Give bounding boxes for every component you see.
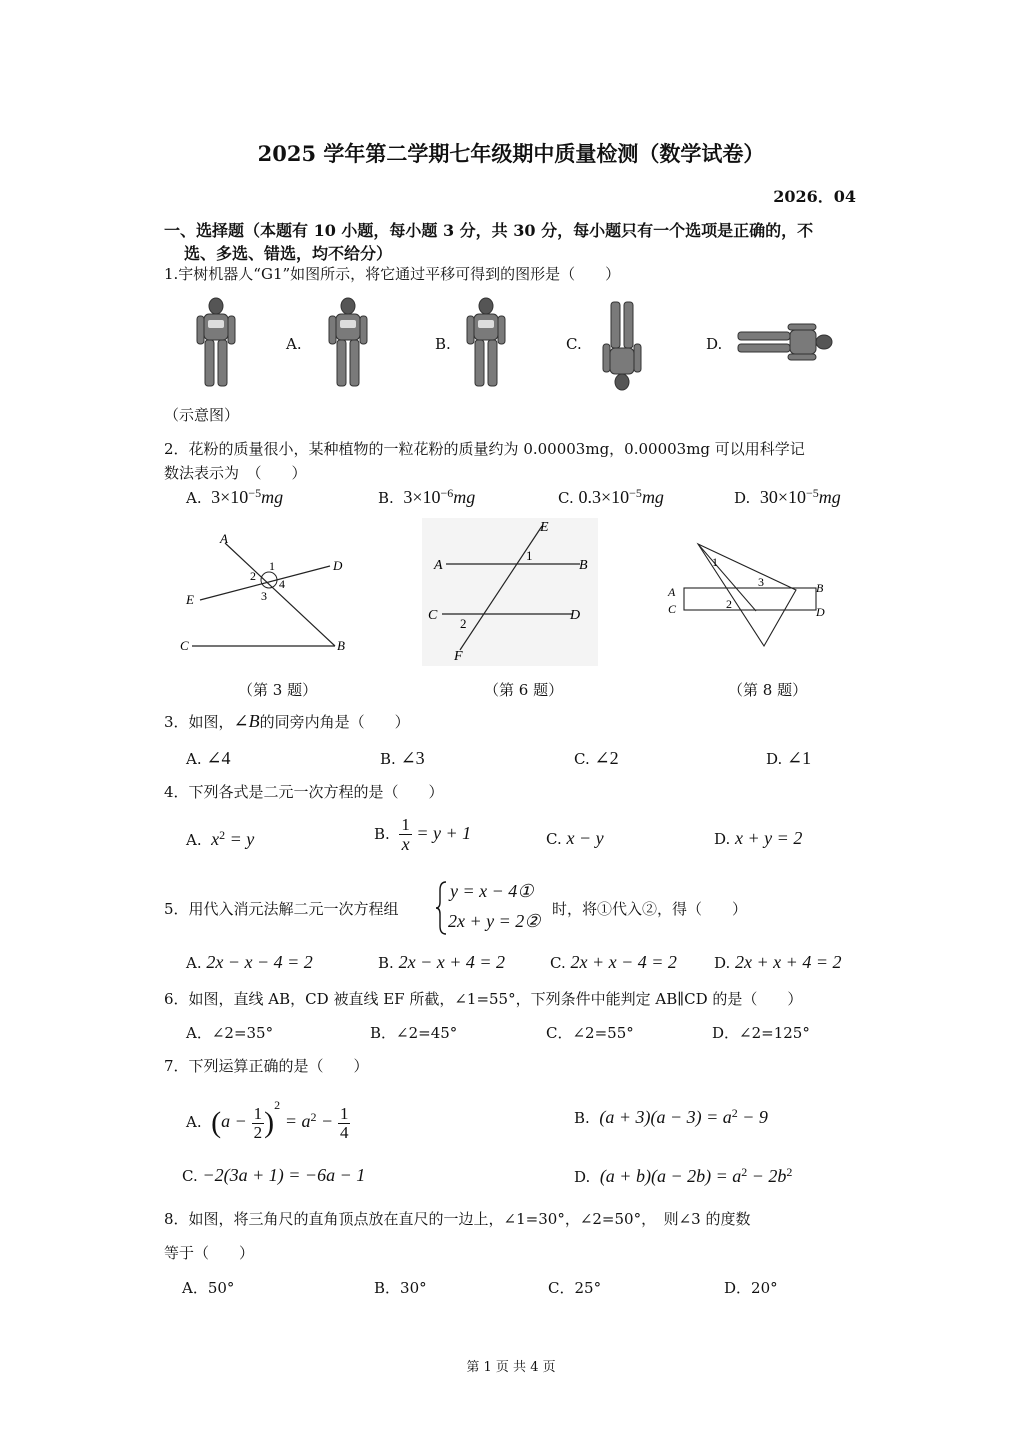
- q4-option-d: D. x + y = 2: [714, 828, 803, 848]
- question-6: 6．如图，直线 AB，CD 被直线 EF 所截，∠1=55°，下列条件中能判定 AB∥CD 的是（ ）: [164, 990, 803, 1008]
- fig3-angle-4: 4: [279, 577, 285, 591]
- q1-label-d: D.: [706, 335, 723, 353]
- q8-option-b: B．30°: [374, 1279, 427, 1297]
- fig6-label-b: B: [579, 558, 588, 573]
- fig3-label-c: C: [180, 638, 189, 653]
- fig3-angle-2: 2: [250, 569, 256, 583]
- fig8-label-c: C: [668, 602, 677, 616]
- q5-option-d: D. 2x + x + 4 = 2: [714, 952, 842, 972]
- q2-option-c: C. $0.3\times 10^{-5}mg$: [558, 486, 664, 507]
- q6-option-b: B．∠2=45°: [370, 1024, 458, 1042]
- q1-label-a: A.: [286, 335, 302, 353]
- figure-q6-caption: （第 6 题）: [484, 681, 564, 699]
- robot-option-d-image: [734, 322, 834, 362]
- q1-caption: （示意图）: [164, 406, 240, 424]
- q8-option-c: C．25°: [548, 1279, 602, 1297]
- q6-option-d: D．∠2=125°: [712, 1024, 810, 1042]
- figure-q3-caption: （第 3 题）: [238, 681, 318, 699]
- fig3-label-e: E: [186, 592, 194, 607]
- page-footer: 第 1 页 共 4 页: [466, 1360, 556, 1375]
- fig8-label-d: D: [816, 605, 825, 619]
- fig6-angle-1: 1: [526, 548, 533, 563]
- fig8-angle-3: 3: [758, 575, 764, 589]
- robot-option-a-image: [318, 296, 378, 392]
- fig6-label-d: D: [570, 608, 581, 623]
- figure-q8: [664, 538, 834, 653]
- q1-label-b: B.: [435, 335, 451, 353]
- q3-option-b: B. ∠3: [380, 748, 425, 768]
- q2-option-a: A. $3\times 10^{-5}mg$: [186, 486, 284, 507]
- q8-option-a: A．50°: [182, 1279, 235, 1297]
- q7-option-d: D. $(a + b)(a - 2b) = a^2 - 2b^2$: [574, 1165, 793, 1186]
- fig8-label-b: B: [816, 581, 824, 595]
- fig8-label-a: A: [668, 585, 676, 599]
- q8-option-d: D．20°: [724, 1279, 778, 1297]
- q7-option-a: A. (a − $\frac{1}{2}$ )$^2 = a^2$ − $\frac{1}{4}$: [186, 1098, 349, 1142]
- q2-option-b: B. $3\times 10^{-6}mg$: [378, 486, 476, 507]
- question-2-line2: 数法表示为 （ ）: [164, 464, 307, 482]
- q5-equation-2: 2x + y = 2②: [448, 911, 541, 931]
- fig3-label-d: D: [333, 558, 343, 573]
- fig6-angle-2: 2: [460, 616, 467, 631]
- question-8-line1: 8．如图，将三角尺的直角顶点放在直尺的一边上，∠1=30°，∠2=50°， 则∠3 的度数: [164, 1210, 751, 1228]
- question-8-line2: 等于（ ）: [164, 1244, 255, 1262]
- section-heading-line1: 一、选择题（本题有 10 小题，每小题 3 分，共 30 分，每小题只有一个选项是正确的，不: [164, 221, 814, 240]
- q5-equation-1: y = x − 4①: [450, 881, 534, 901]
- figure-q6: [422, 518, 598, 666]
- q4-option-a: A. $x^2 = y$: [186, 828, 255, 849]
- q3-option-c: C. ∠2: [574, 748, 619, 768]
- fig6-label-f: F: [454, 649, 463, 664]
- question-5-pre: 5．用代入消元法解二元一次方程组: [164, 900, 399, 918]
- fig8-angle-1: 1: [712, 555, 718, 569]
- q6-option-a: A．∠2=35°: [186, 1024, 274, 1042]
- figure-q3: [170, 528, 370, 663]
- robot-option-c-image: [592, 296, 652, 392]
- equation-system-brace: [434, 880, 448, 936]
- fig6-label-e: E: [540, 520, 549, 535]
- exam-date: 2026．04: [773, 187, 856, 206]
- q5-option-a: A. 2x − x − 4 = 2: [186, 952, 313, 972]
- fig6-label-c: C: [428, 608, 438, 623]
- q7-option-b: B. $(a + 3)(a - 3) = a^2 - 9$: [574, 1106, 768, 1127]
- question-7: 7．下列运算正确的是（ ）: [164, 1057, 369, 1075]
- q4-option-b: B. $\frac{1}{x}$ = y + 1: [374, 815, 472, 854]
- q1-label-c: C.: [566, 335, 582, 353]
- q6-option-c: C．∠2=55°: [546, 1024, 634, 1042]
- fig6-label-a: A: [434, 558, 443, 573]
- q5-option-c: C. 2x + x − 4 = 2: [550, 952, 677, 972]
- exam-title: 2025 学年第二学期七年级期中质量检测（数学试卷）: [257, 141, 765, 166]
- q2-option-d: D. $30\times 10^{-5}mg$: [734, 486, 841, 507]
- q4-option-c: C. x − y: [546, 828, 604, 848]
- figure-q8-caption: （第 8 题）: [728, 681, 808, 699]
- robot-option-b-image: [456, 296, 516, 392]
- question-2-line1: 2．花粉的质量很小，某种植物的一粒花粉的质量约为 0.00003mg，0.00003mg 可以用科学记: [164, 440, 805, 458]
- fig3-label-a: A: [220, 531, 228, 546]
- section-heading-line2: 选、多选、错选，均不给分）: [184, 244, 393, 263]
- question-4: 4．下列各式是二元一次方程的是（ ）: [164, 783, 444, 801]
- question-3: 3．如图，∠B的同旁内角是（ ）: [164, 711, 410, 731]
- question-1: 1.宇树机器人“G1”如图所示，将它通过平移可得到的图形是（ ）: [164, 265, 621, 283]
- q7-option-c: C. −2(3a + 1) = −6a − 1: [182, 1165, 366, 1185]
- fig3-angle-1: 1: [269, 559, 275, 573]
- q5-option-b: B. 2x − x + 4 = 2: [378, 952, 505, 972]
- question-5-post: 时，将①代入②，得（ ）: [552, 900, 748, 918]
- q3-option-a: A. ∠4: [186, 748, 231, 768]
- fig3-angle-3: 3: [261, 589, 267, 603]
- fig8-angle-2: 2: [726, 597, 732, 611]
- robot-original-image: [186, 296, 246, 392]
- q3-option-d: D. ∠1: [766, 748, 812, 768]
- fig3-label-b: B: [337, 638, 345, 653]
